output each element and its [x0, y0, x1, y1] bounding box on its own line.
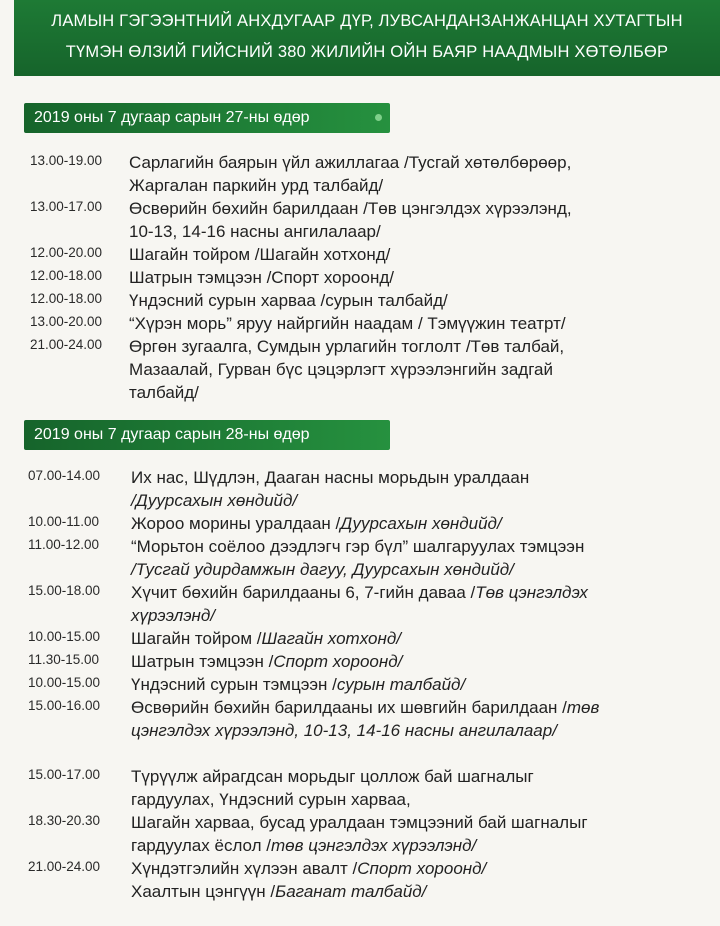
event-description: Хүчит бөхийн барилдааны 6, 7-гийн даваа /Төв цэнгэлдэх хүрээлэнд/ — [131, 583, 588, 625]
event-time: 21.00-24.00 — [28, 859, 101, 874]
event-description: “Хүрэн морь” яруу найргийн наадам / Тэмүүжин театрт/ — [129, 314, 566, 333]
event-row — [0, 466, 720, 512]
program-header — [14, 0, 720, 76]
event-row — [0, 151, 720, 197]
event-time: 11.30-15.00 — [28, 652, 100, 667]
event-description: Шагайн тойром /Шагайн хотхонд/ — [129, 245, 391, 264]
event-description: Өсвөрийн бөхийн барилдааны их шөвгийн барилдаан /төв цэнгэлдэх хүрээлэнд, 10-13, 14-16 насны ангилалаар/ — [131, 698, 600, 740]
event-description: Өргөн зугаалга, Сумдын урлагийн тоглолт /Төв талбай, Мазаалай, Гурван бүс цэцэрлэгт хүрээлэнгийн задгай талбайд/ — [129, 337, 565, 402]
event-time: 15.00-18.00 — [28, 583, 101, 598]
day-2-date-bar — [24, 420, 390, 450]
event-time: 15.00-16.00 — [28, 698, 101, 713]
event-time: 10.00-11.00 — [28, 514, 100, 529]
event-row — [0, 627, 720, 650]
event-time: 07.00-14.00 — [28, 468, 101, 483]
event-row — [0, 535, 720, 581]
event-description: Жороо морины уралдаан /Дуурсахын хөндийд/ — [131, 514, 502, 533]
event-time: 13.00-17.00 — [30, 199, 103, 214]
event-row — [0, 650, 720, 673]
event-row — [0, 289, 720, 312]
event-description: Хүндэтгэлийн хүлээн авалт /Спорт хороонд/ Хаалтын цэнгүүн /Баганат талбайд/ — [131, 859, 487, 901]
event-time: 12.00-20.00 — [30, 245, 103, 260]
event-time: 12.00-18.00 — [30, 268, 103, 283]
event-description: Сарлагийн баярын үйл ажиллагаа /Тусгай хөтөлбөрөөр, Жаргалан паркийн урд талбайд/ — [129, 153, 572, 195]
event-time: 10.00-15.00 — [28, 675, 101, 690]
spacer — [0, 742, 720, 765]
event-description: Үндэсний сурын харваа /сурын талбайд/ — [129, 291, 448, 310]
event-row — [0, 581, 720, 627]
day-1-schedule — [0, 151, 720, 404]
event-description: Шатрын тэмцээн /Спорт хороонд/ — [129, 268, 394, 287]
event-description: Түрүүлж айрагдсан морьдыг цоллож бай шагналыг гардуулах, Үндэсний сурын харваа, — [131, 767, 534, 809]
event-row — [0, 765, 720, 811]
header-title-line-2: ТҮМЭН ӨЛЗИЙ ГИЙСНИЙ 380 ЖИЛИЙН ОЙН БАЯР НААДМЫН ХӨТӨЛБӨР — [65, 43, 669, 61]
day-1-date: 2019 оны 7 дугаар сарын 27-ны өдөр — [34, 109, 310, 126]
event-row — [0, 335, 720, 404]
bar-dot-icon — [375, 114, 382, 121]
event-row — [0, 811, 720, 857]
event-row — [0, 266, 720, 289]
event-row — [0, 243, 720, 266]
event-row — [0, 197, 720, 243]
event-time: 13.00-19.00 — [30, 153, 103, 168]
event-time: 12.00-18.00 — [30, 291, 103, 306]
event-time: 18.30-20.30 — [28, 813, 101, 828]
day-2-date: 2019 оны 7 дугаар сарын 28-ны өдөр — [34, 426, 310, 443]
event-time: 21.00-24.00 — [30, 337, 103, 352]
header-title-line-1: ЛАМЫН ГЭГЭЭНТНИЙ АНХДУГААР ДҮР, ЛУВСАНДАНЗАНЖАНЦАН ХУТАГТЫН — [51, 12, 683, 30]
event-description: Шагайн харваа, бусад уралдаан тэмцээний бай шагналыг гардуулах ёслол /төв цэнгэлдэх хүрээлэнд/ — [131, 813, 588, 855]
event-time: 11.00-12.00 — [28, 537, 100, 552]
event-description: Шагайн тойром /Шагайн хотхонд/ — [131, 629, 401, 648]
event-row — [0, 512, 720, 535]
event-description: Өсвөрийн бөхийн барилдаан /Төв цэнгэлдэх хүрээлэнд, 10-13, 14-16 насны ангилалаар/ — [129, 199, 572, 241]
event-time: 13.00-20.00 — [30, 314, 103, 329]
day-1-date-bar — [24, 103, 390, 133]
event-description: “Морьтон соёлоо дээдлэгч гэр бүл” шалгаруулах тэмцээн /Тусгай удирдамжын дагуу, Дуурсахын хөндийд/ — [131, 537, 585, 579]
event-description: Үндэсний сурын тэмцээн /сурын талбайд/ — [131, 675, 466, 694]
event-row — [0, 857, 720, 903]
event-description: Шатрын тэмцээн /Спорт хороонд/ — [131, 652, 403, 671]
event-time: 15.00-17.00 — [28, 767, 101, 782]
event-row — [0, 696, 720, 742]
day-2-schedule — [0, 466, 720, 903]
event-time: 10.00-15.00 — [28, 629, 101, 644]
event-row — [0, 673, 720, 696]
event-description: Их нас, Шүдлэн, Дааган насны морьдын уралдаан /Дуурсахын хөндийд/ — [131, 468, 530, 510]
event-row — [0, 312, 720, 335]
